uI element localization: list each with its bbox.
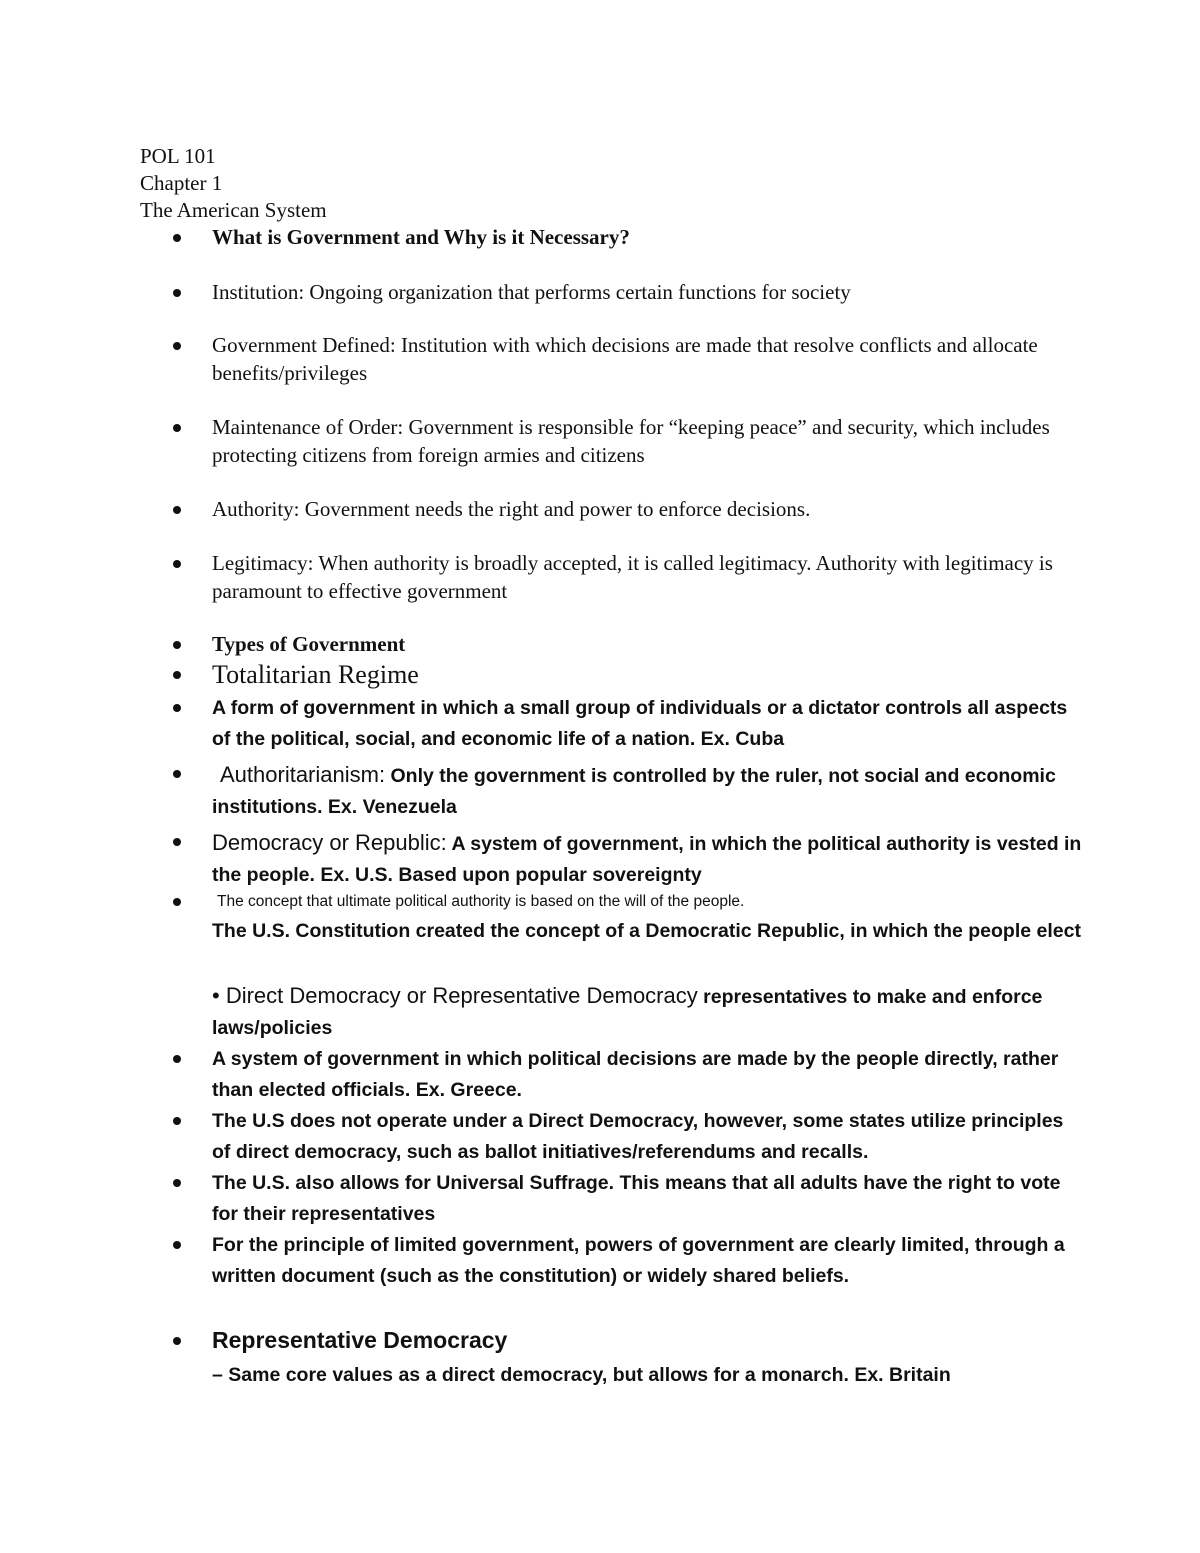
list-item [212, 332, 1082, 387]
section-heading-types: Types of Government [212, 632, 406, 656]
bullet-icon [173, 1241, 181, 1249]
bullet-icon [173, 1337, 181, 1345]
list-item [212, 550, 1082, 605]
bullet-icon [173, 506, 181, 514]
representative-democracy-definition-paragraph [212, 1360, 1082, 1391]
list-item [212, 759, 1082, 823]
bullet-icon [173, 1179, 181, 1187]
list-item [212, 279, 1082, 307]
institution-text: Institution: Ongoing organization that performs certain functions for society [212, 280, 851, 304]
bullet-icon [173, 704, 181, 712]
list-item [212, 631, 1082, 659]
bullet-icon [173, 234, 181, 242]
bullet-icon [173, 342, 181, 350]
constitution-text: The U.S. Constitution created the concept of a Democratic Republic, in which the people elect [212, 920, 1081, 942]
course-code: POL 101 [140, 144, 216, 168]
list-item [212, 1044, 1082, 1106]
democracy-definition: A system of government, in which the political authority is vested in the people. Ex. U.S. Based upon popular sovereignty [212, 833, 1082, 886]
government-defined-text: Government Defined: Institution with which decisions are made that resolve conflicts and allocate benefits/privileges [212, 333, 1038, 385]
list-item [212, 1230, 1082, 1292]
list-item [212, 693, 1082, 755]
bullet-icon [173, 838, 181, 846]
sovereignty-definition: The concept that ultimate political authority is based on the will of the people. [217, 893, 745, 910]
direct-democracy-definition: A system of government in which political decisions are made by the people directly, rather than elected officials. Ex. Greece. [212, 1048, 1059, 1101]
list-item [212, 1325, 1082, 1355]
bullet-icon [173, 289, 181, 297]
maintenance-text: Maintenance of Order: Government is responsible for “keeping peace” and security, which includes protecting citizens from foreign armies and citizens [212, 415, 1050, 467]
legitimacy-text: Legitimacy: When authority is broadly accepted, it is called legitimacy. Authority with legitimacy is paramount to effective government [212, 551, 1053, 603]
list-item [212, 891, 1082, 913]
authoritarian-term: Authoritarianism: [220, 762, 386, 787]
chapter-label: Chapter 1 [140, 171, 223, 195]
list-item [212, 827, 1082, 891]
constitution-paragraph [212, 916, 1082, 947]
bullet-icon [173, 898, 181, 906]
representative-democracy-definition: – Same core values as a direct democracy, but allows for a monarch. Ex. Britain [212, 1364, 951, 1386]
us-direct-democracy-text: The U.S does not operate under a Direct Democracy, however, some states utilize principles of direct democracy, such as ballot initiatives/referendums and recalls. [212, 1110, 1064, 1163]
bullet-icon [173, 1117, 181, 1125]
bullet-icon [173, 671, 181, 679]
direct-representative-rest: representatives to make and enforce laws/policies [212, 986, 1043, 1039]
limited-government-text: For the principle of limited government, powers of government are clearly limited, through a written document (such as the constitution) or widely shared beliefs. [212, 1234, 1065, 1287]
list-item [212, 496, 1082, 524]
universal-suffrage-text: The U.S. also allows for Universal Suffrage. This means that all adults have the right to vote for their representatives [212, 1172, 1061, 1225]
bullet-icon [173, 1055, 181, 1063]
list-item [212, 659, 1082, 691]
list-item [212, 224, 1082, 252]
authoritarian-definition: Only the government is controlled by the ruler, not social and economic institutions. Ex. Venezuela [212, 765, 1056, 818]
list-item [212, 1106, 1082, 1168]
direct-representative-term: • Direct Democracy or Representative Democracy [212, 983, 698, 1008]
bullet-icon [173, 641, 181, 649]
section-heading-government: What is Government and Why is it Necessary? [212, 225, 630, 249]
totalitarian-title: Totalitarian Regime [212, 660, 419, 689]
bullet-icon [173, 560, 181, 568]
chapter-title: The American System [140, 198, 327, 222]
bullet-icon [173, 770, 181, 778]
representative-democracy-title: Representative Democracy [212, 1327, 508, 1353]
direct-vs-representative-paragraph [212, 980, 1082, 1044]
bullet-icon [173, 424, 181, 432]
totalitarian-definition: A form of government in which a small group of individuals or a dictator controls all aspects of the political, social, and economic life of a nation. Ex. Cuba [212, 697, 1068, 750]
authority-text: Authority: Government needs the right and power to enforce decisions. [212, 497, 811, 521]
list-item [212, 1168, 1082, 1230]
democracy-term: Democracy or Republic: [212, 830, 447, 855]
list-item [212, 414, 1082, 469]
